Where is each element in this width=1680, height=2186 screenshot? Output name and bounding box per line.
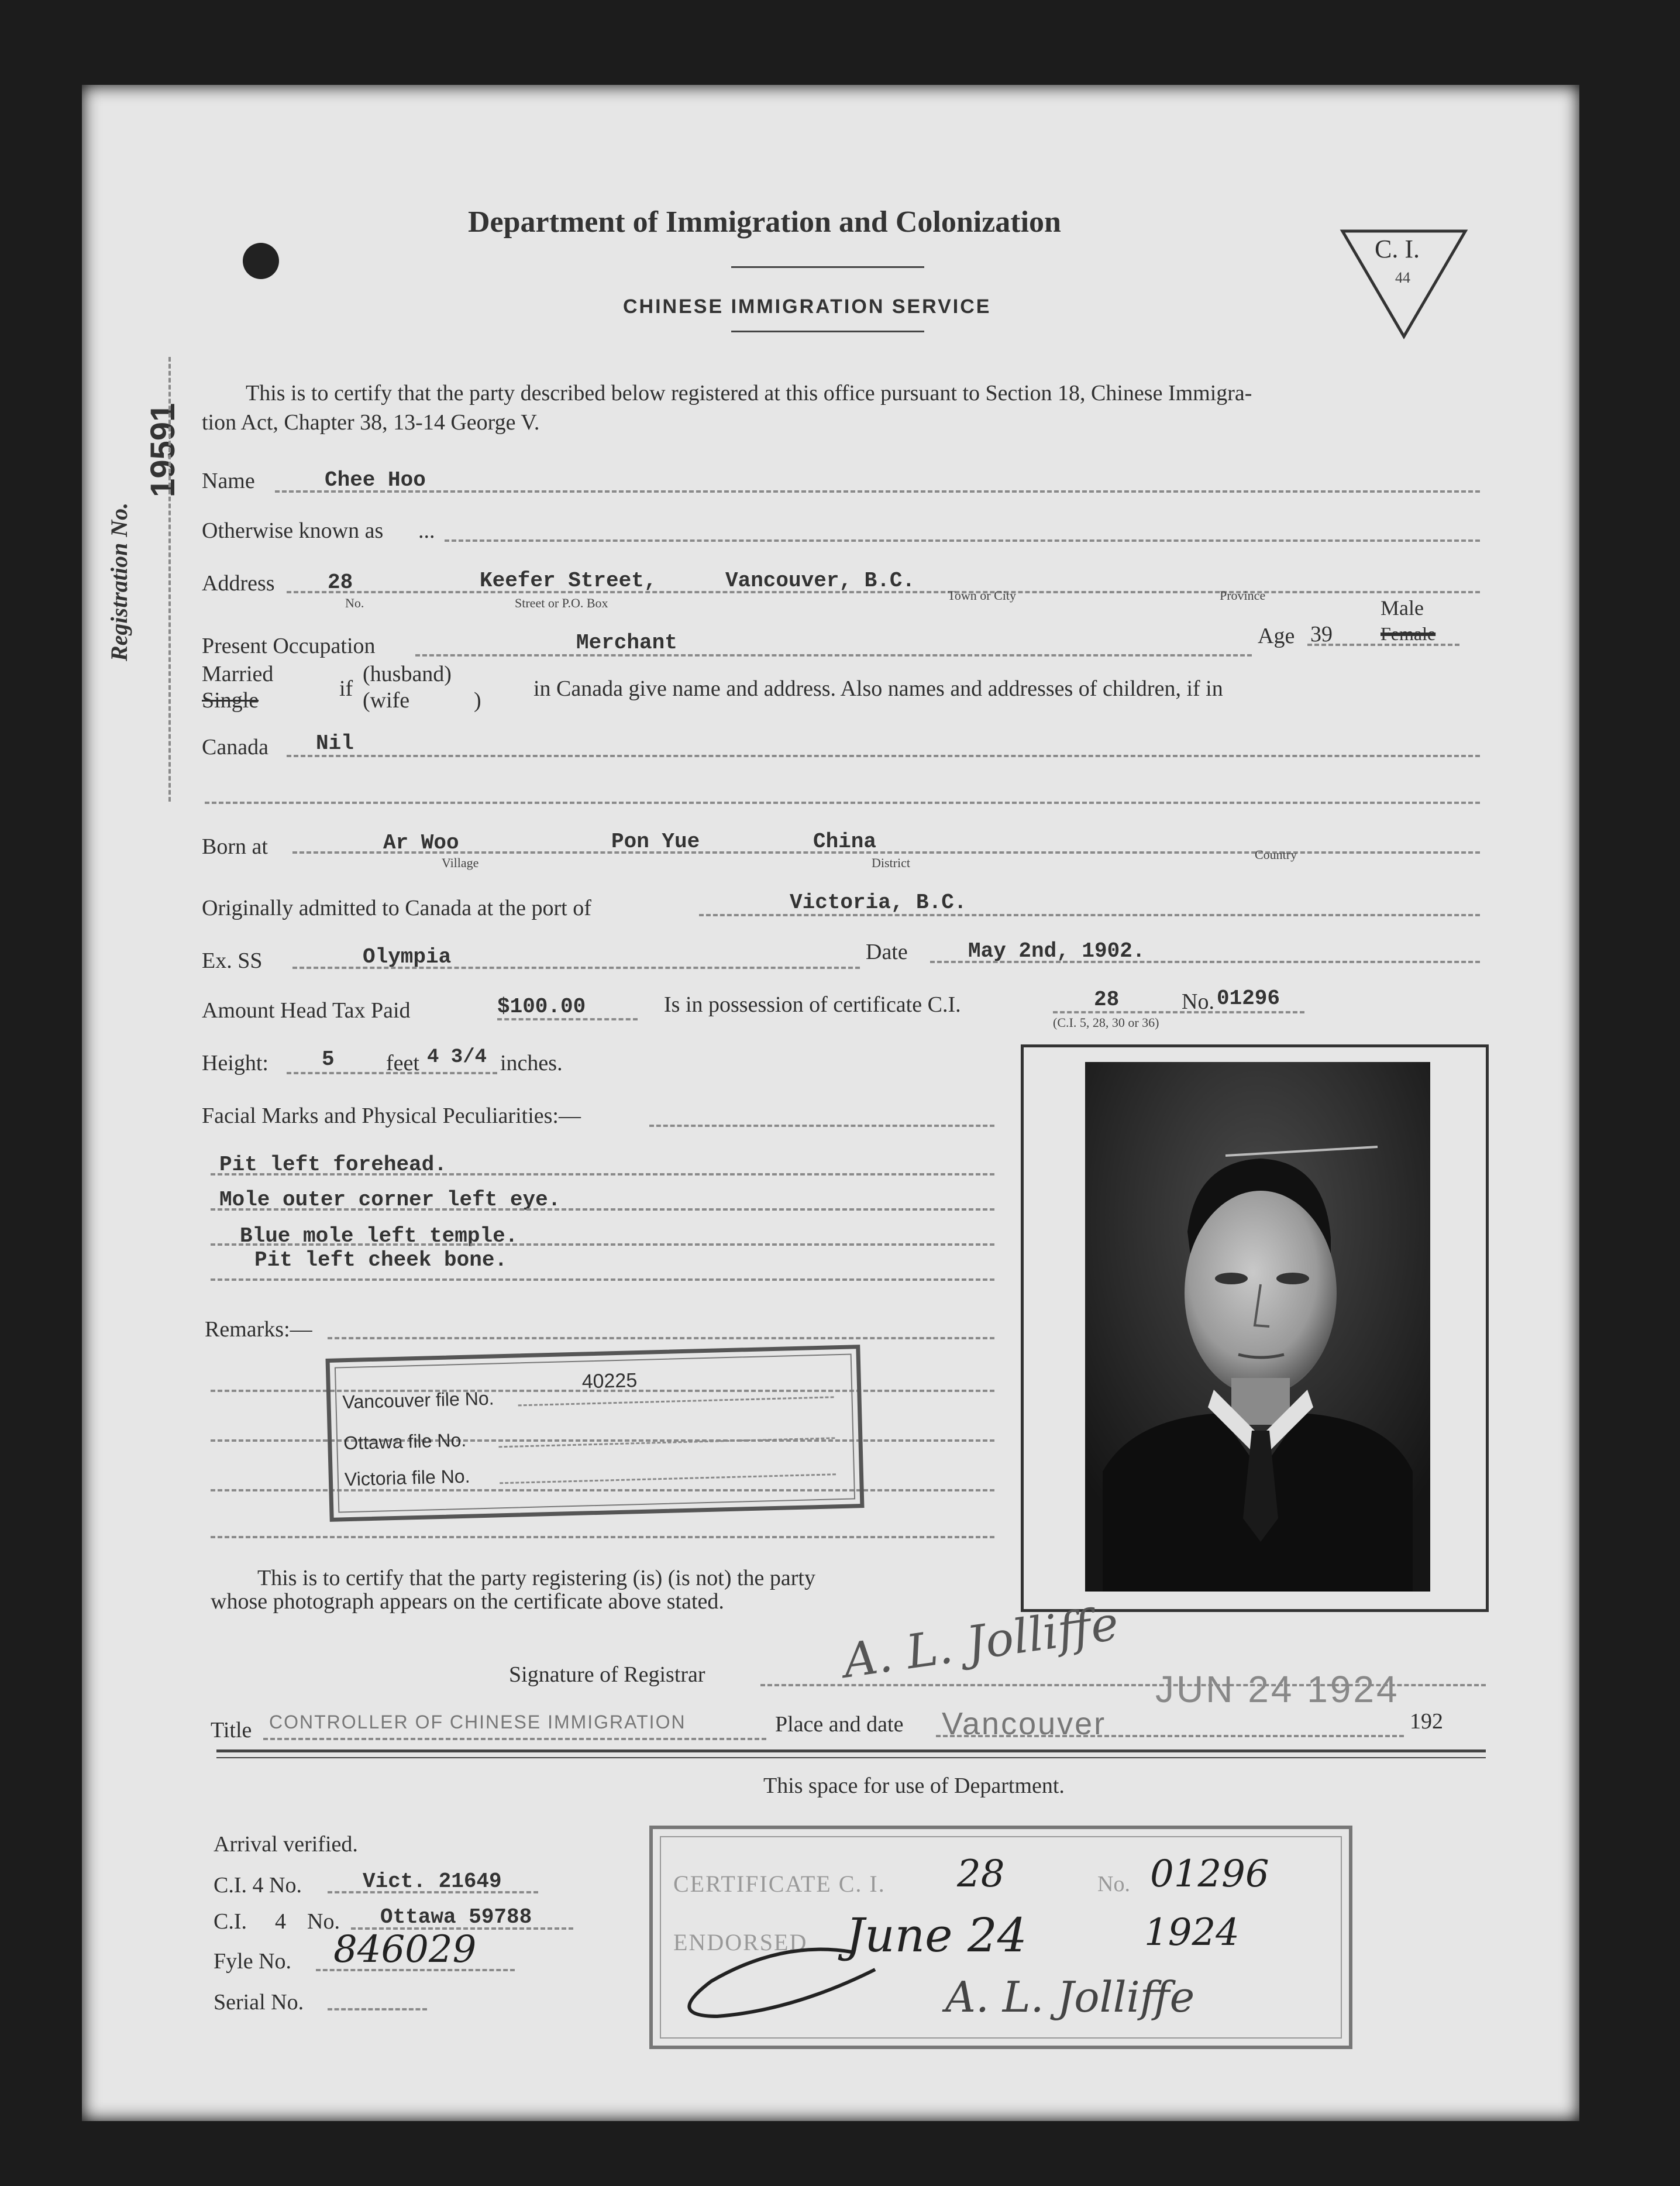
born-village: Ar Woo — [383, 831, 459, 855]
dept-space-label: This space for use of Department. — [763, 1773, 1065, 1798]
remarks-label: Remarks:— — [205, 1317, 312, 1342]
cert-ci: 28 — [1094, 988, 1120, 1012]
form-number: 44 — [1395, 269, 1410, 286]
born-caption-country: Country — [1255, 847, 1297, 862]
born-caption-district: District — [872, 855, 910, 870]
wife-label: (wife — [363, 688, 410, 713]
fyle-value: 846029 — [333, 1928, 477, 1971]
address-line — [287, 591, 1480, 593]
height-feet: 5 — [322, 1047, 335, 1071]
married-label: Married — [202, 662, 274, 686]
certify-text-line2: tion Act, Chapter 38, 13-14 George V. — [202, 410, 540, 435]
separator-rule — [216, 1750, 1486, 1752]
height-feet-label: feet — [386, 1051, 419, 1075]
department-title: Department of Immigration and Colonization — [468, 205, 1061, 239]
cert-box-no: 01296 — [1150, 1852, 1269, 1896]
born-label: Born at — [202, 834, 268, 859]
canada-line — [287, 755, 1480, 757]
certificate-endorsement-box — [649, 1826, 1352, 2049]
cert-box-endorsed-label: ENDORSED — [673, 1929, 808, 1955]
otherwise-dots: ... — [418, 518, 435, 543]
born-line — [292, 851, 1480, 854]
registration-number: 19591 — [144, 403, 182, 497]
date-value: May 2nd, 1902. — [968, 939, 1145, 963]
photo-cert-line1: This is to certify that the party registering (is) (is not) the party — [257, 1566, 815, 1590]
place-value: Vancouver — [942, 1706, 1107, 1741]
height-inches-label: inches. — [500, 1051, 563, 1075]
address-caption-city: Town or City — [948, 588, 1017, 603]
marks-line-3 — [211, 1243, 994, 1246]
portrait-image — [1085, 1062, 1430, 1592]
signature-label: Signature of Registrar — [509, 1662, 705, 1687]
single-label: Single — [202, 688, 259, 713]
vancouver-file-label: Vancouver file No. — [342, 1387, 494, 1413]
address-caption-street: Street or P.O. Box — [515, 596, 608, 610]
form-code: C. I. — [1375, 235, 1420, 263]
cert-caption: (C.I. 5, 28, 30 or 36) — [1053, 1015, 1159, 1030]
marks-line-0 — [649, 1125, 994, 1127]
place-date-label: Place and date — [775, 1712, 904, 1737]
date-label: Date — [866, 940, 908, 964]
registration-line — [168, 357, 171, 802]
sex-male: Male — [1381, 596, 1424, 620]
cert-box-flourish — [665, 1917, 898, 2034]
serial-line — [328, 2008, 427, 2010]
arrival-verified-label: Arrival verified. — [214, 1832, 358, 1857]
blank-line-1 — [205, 802, 1480, 804]
husband-label: (husband) — [363, 662, 452, 686]
occupation-line — [415, 654, 1252, 657]
port-label: Originally admitted to Canada at the port of — [202, 896, 591, 920]
cert-no: 01296 — [1217, 987, 1280, 1010]
separator-rule-2 — [216, 1757, 1486, 1758]
certify-text-line1: This is to certify that the party described below registered at this office pursuant to Section 18, Chinese Immigra- — [246, 381, 1252, 405]
fyle-label: Fyle No. — [214, 1949, 291, 1974]
marks-line-2 — [211, 1208, 994, 1211]
registrar-signature: A. L. Jolliffe — [839, 1596, 1122, 1689]
born-province: China — [813, 830, 877, 854]
remarks-line-1 — [328, 1337, 994, 1339]
height-inches: 4 3/4 — [427, 1046, 487, 1068]
born-caption-village: Village — [442, 855, 479, 870]
file-number-stamp — [326, 1345, 865, 1522]
address-city: Vancouver, B.C. — [725, 569, 915, 593]
occupation-label: Present Occupation — [202, 634, 376, 658]
ship-value: Olympia — [363, 945, 452, 969]
address-label: Address — [202, 571, 275, 596]
cert-label: Is in possession of certificate C.I. — [664, 992, 961, 1017]
header-rule — [731, 266, 924, 268]
height-line — [287, 1072, 497, 1074]
canada-label: Canada — [202, 735, 268, 759]
otherwise-label: Otherwise known as — [202, 518, 384, 543]
born-district: Pon Yue — [611, 830, 700, 854]
ci-num: 4 — [275, 1909, 286, 1934]
serial-label: Serial No. — [214, 1990, 304, 2015]
address-number: 28 — [328, 570, 353, 594]
cert-box-ci: 28 — [957, 1852, 1005, 1896]
name-value: Chee Hoo — [325, 468, 426, 492]
service-title: CHINESE IMMIGRATION SERVICE — [623, 295, 992, 318]
tax-label: Amount Head Tax Paid — [202, 998, 411, 1023]
mark-item: Pit left forehead. — [219, 1153, 447, 1177]
cert-box-no-label: No. — [1097, 1872, 1130, 1896]
sex-female-struck: Female — [1381, 623, 1436, 644]
ci4-line — [328, 1891, 538, 1893]
wife-paren: ) — [474, 688, 481, 713]
title-line — [263, 1738, 766, 1740]
address-caption-no: No. — [345, 596, 364, 610]
otherwise-line — [445, 539, 1480, 542]
mark-item: Pit left cheek bone. — [254, 1248, 508, 1272]
marks-label: Facial Marks and Physical Peculiarities:— — [202, 1104, 581, 1128]
occupation-value: Merchant — [576, 631, 677, 655]
cert-no-label: No. — [1182, 989, 1214, 1014]
name-line — [275, 490, 1480, 493]
cert-box-certificate-label: CERTIFICATE C. I. — [673, 1871, 886, 1897]
applicant-photo — [1085, 1062, 1430, 1592]
victoria-file-label: Victoria file No. — [344, 1465, 470, 1490]
punch-hole — [243, 243, 279, 279]
age-value: 39 — [1310, 622, 1333, 647]
place-date-line — [936, 1735, 1404, 1737]
address-street: Keefer Street, — [480, 569, 657, 593]
ci-no-label: No. — [307, 1909, 340, 1934]
fyle-line — [316, 1969, 515, 1971]
title-label: Title — [211, 1718, 252, 1742]
canada-value: Nil — [316, 731, 354, 755]
age-label: Age — [1258, 624, 1295, 648]
title-value: CONTROLLER OF CHINESE IMMIGRATION — [269, 1711, 686, 1733]
photo-cert-line2: whose photograph appears on the certificate above stated. — [211, 1589, 724, 1614]
vancouver-file-value: 40225 — [581, 1369, 638, 1393]
ci-value: Ottawa 59788 — [380, 1905, 532, 1929]
date-line — [930, 961, 1480, 963]
remarks-line-5 — [211, 1536, 994, 1538]
mark-item: Mole outer corner left eye. — [219, 1188, 561, 1212]
if-label: if — [339, 676, 353, 701]
cert-box-signature: A. L. Jolliffe — [945, 1972, 1195, 2022]
mark-item: Blue mole left temple. — [240, 1224, 518, 1248]
ship-line — [292, 967, 860, 969]
ship-label: Ex. SS — [202, 948, 263, 973]
port-line — [699, 914, 1480, 916]
marks-line-1 — [211, 1173, 994, 1176]
marks-line-4 — [211, 1278, 994, 1281]
name-label: Name — [202, 469, 255, 493]
form-code-badge — [1340, 228, 1468, 342]
tax-value: $100.00 — [497, 995, 586, 1019]
ottawa-file-label: Ottawa file No. — [343, 1429, 467, 1454]
address-caption-province: Province — [1220, 588, 1266, 603]
port-value: Victoria, B.C. — [790, 891, 967, 915]
year-suffix: 192 — [1410, 1709, 1443, 1734]
tax-line — [497, 1018, 638, 1020]
date-stamp: JUN 24 1924 — [1155, 1668, 1400, 1710]
ci-label: C.I. — [214, 1909, 247, 1934]
age-line — [1307, 644, 1459, 646]
height-label: Height: — [202, 1051, 268, 1075]
registration-label: Registration No. — [106, 502, 132, 661]
cert-line — [1053, 1011, 1304, 1013]
cert-box-year: 1924 — [1144, 1911, 1240, 1954]
ci4-value: Vict. 21649 — [363, 1869, 502, 1893]
header-rule-2 — [731, 331, 924, 332]
marital-text: in Canada give name and address. Also names and addresses of children, if in — [533, 676, 1223, 701]
ci4-label: C.I. 4 No. — [214, 1873, 302, 1898]
cert-box-endorsed-date: June 24 — [846, 1908, 1027, 1962]
